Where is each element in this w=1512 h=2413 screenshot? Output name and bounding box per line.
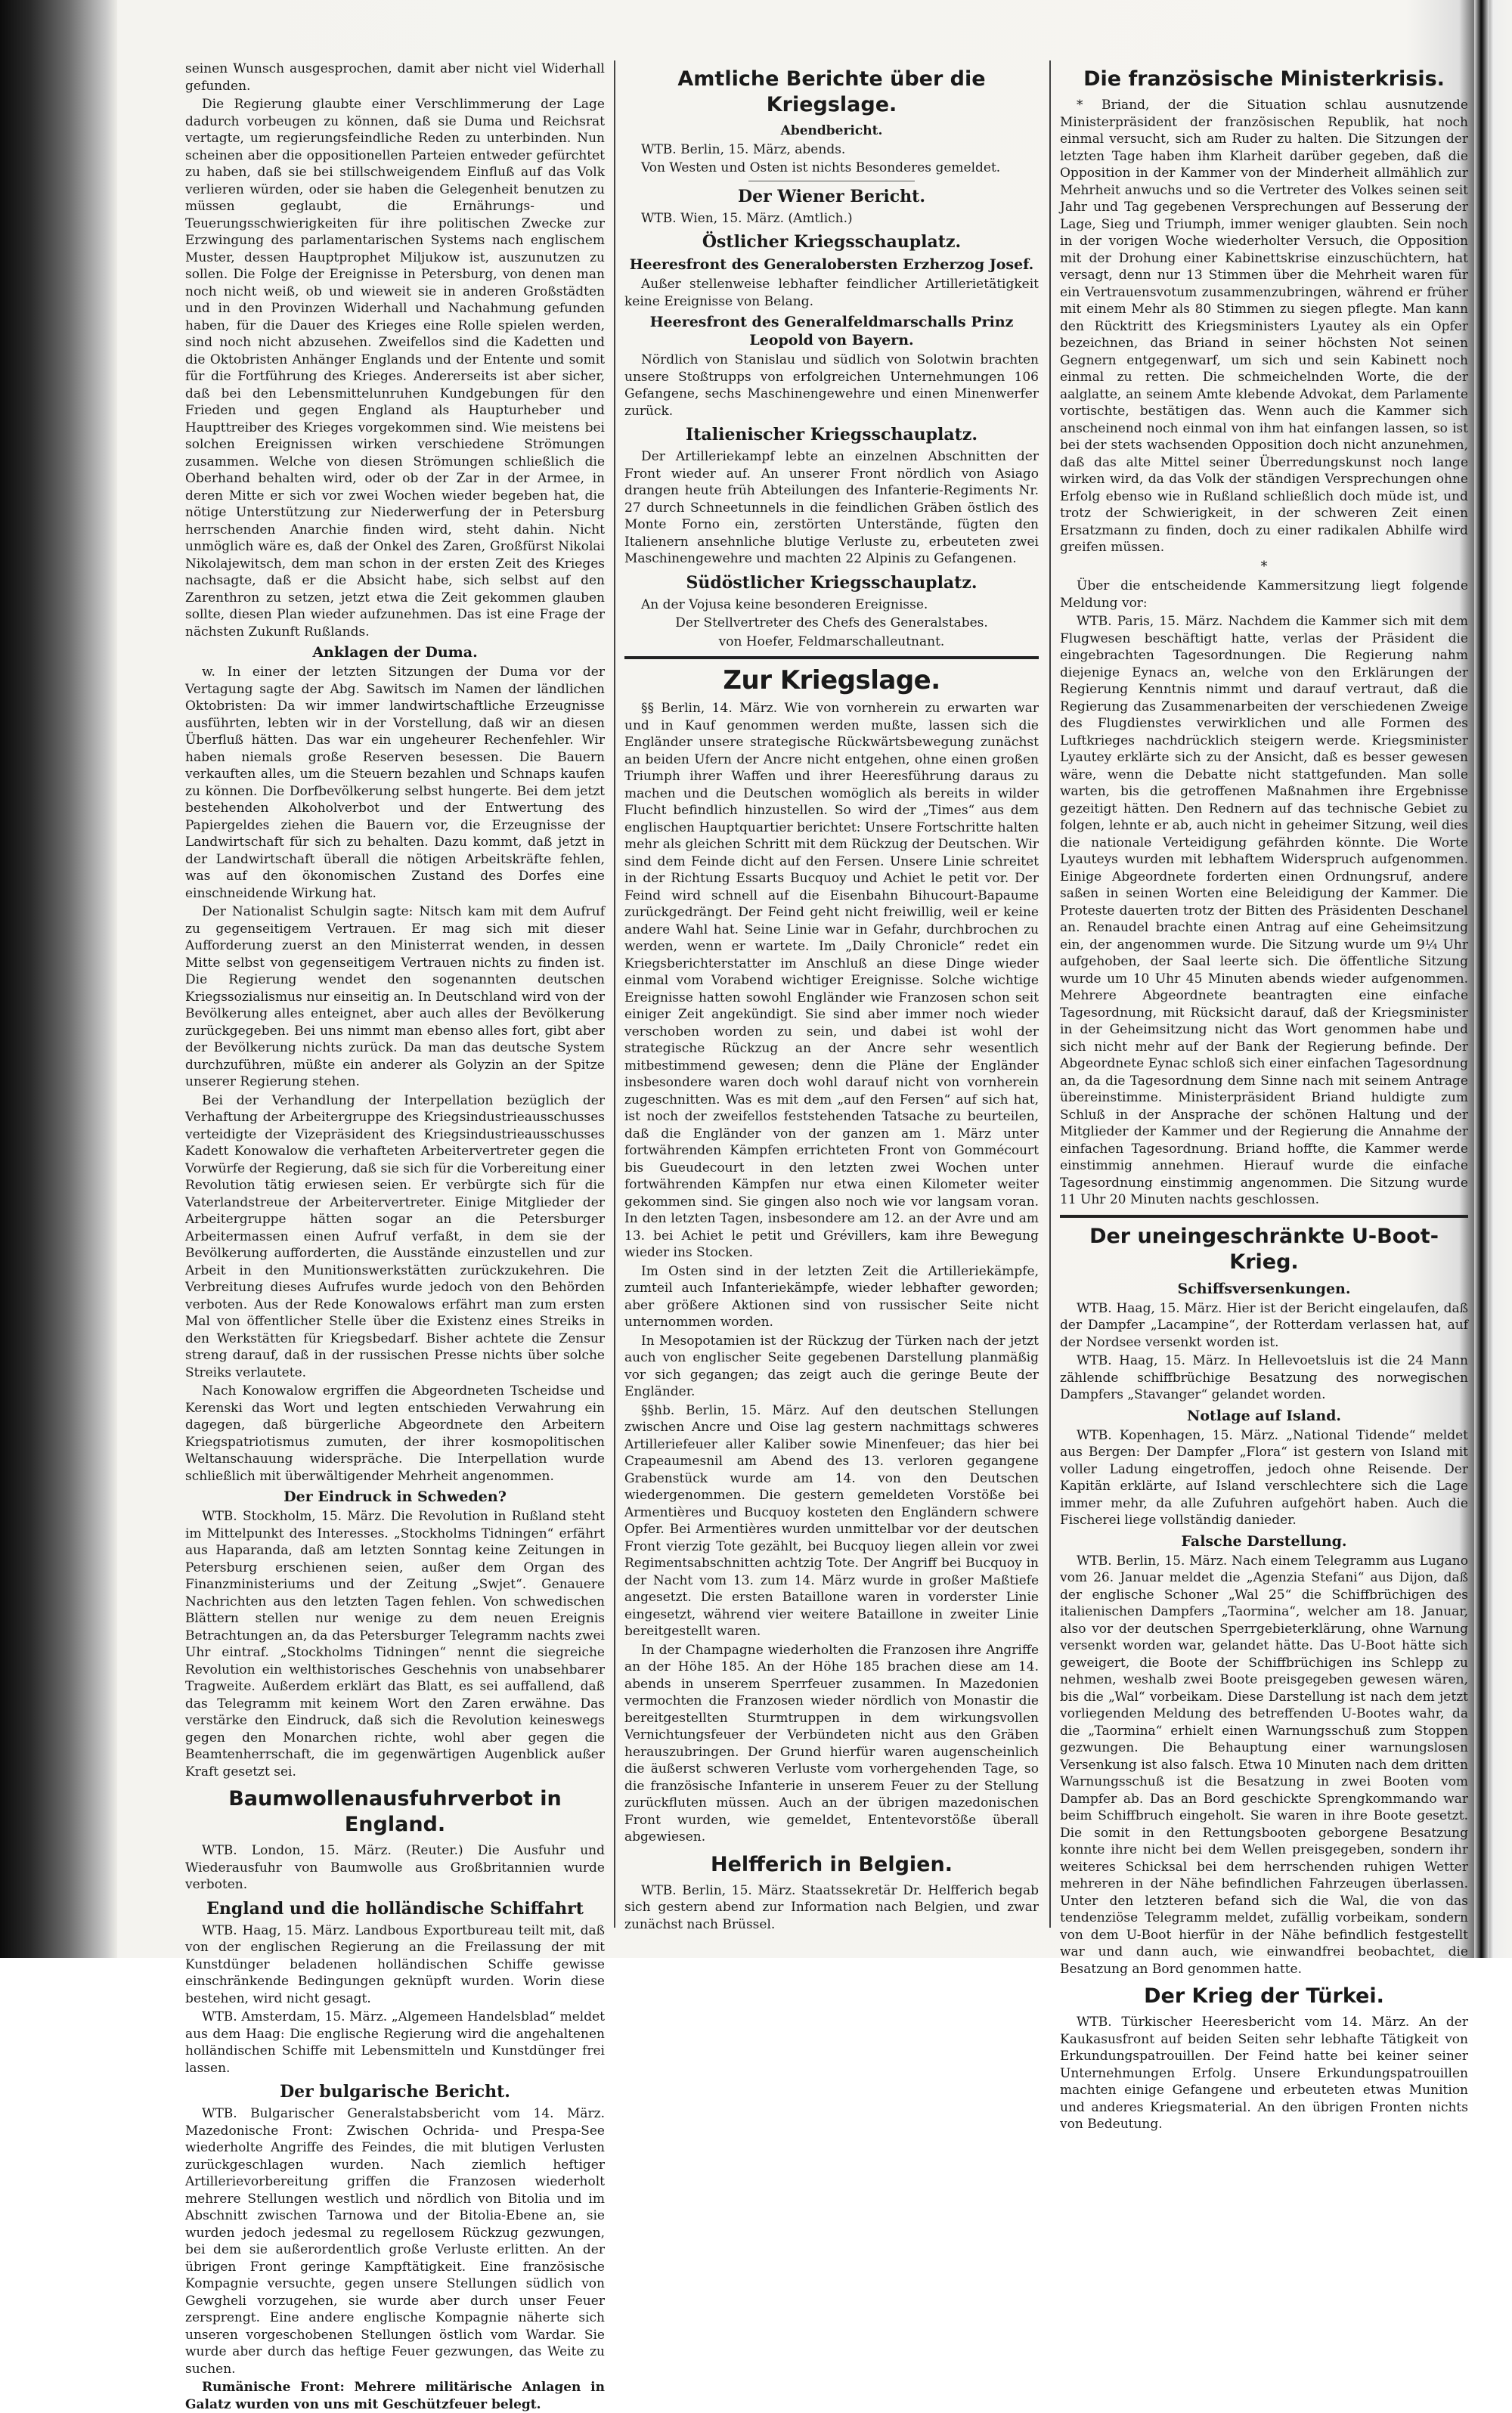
column-rule — [1049, 60, 1051, 1928]
article-text: Nach Konowalow ergriffen die Abgeordneten Tscheidse und Kerenski das Wort und legten entschieden Verwahrung ein dagegen, daß bürgerliche Abgeordnete den Arbeitern Kriegspatriotismus zumuten, der ihrer kosmopolitischen Weltanschauung widerspräche. Die Interpellation wurde schließlich mit überwältigender Mehrheit angenommen. — [185, 1383, 605, 1484]
dateline: WTB. Wien, 15. März. (Amtlich.) — [641, 210, 853, 226]
article-headline: Die französische Ministerkrisis. — [1083, 67, 1445, 91]
column-rule — [614, 60, 615, 1928]
section-heading: Italienischer Kriegsschauplatz. — [686, 425, 978, 444]
article-text: seinen Wunsch ausgesprochen, damit aber nicht viel Widerhall gefunden. — [185, 61, 605, 94]
book-spine-shadow — [0, 0, 117, 1958]
section-heading: Falsche Darstellung. — [1181, 1532, 1347, 1550]
article-text: WTB. Berlin, 15. März. Nach einem Telegramm aus Lugano vom 26. Januar meldet die „Agenzia Stefani“ aus Dijon, daß der englische Schoner „Wal 25“ die Schiffbrüchigen des italienischen Dampfers „Taormina“, welcher am 18. Januar, also vor der deutschen Sperrgebieterklärung, ohne Warnung versenkt worden war, gelandet hätte. Das U-Boot hätte sich geweigert, die Boote der Schiffbrüchigen ins Schlepp zu nehmen, weshalb zwei Boote preisgegeben gewesen wären, bis die „Wal“ vorbeikam. Diese Darstellung ist nach dem jetzt vorliegenden Meldung des betreffenden U-Bootes wahr, da die „Taormina“ erhielt einen Warnungsschuß zum Stoppen gezwungen. Die Behauptung einer warnungslosen Versenkung ist also falsch. Etwa 10 Minuten nach dem dritten Warnungsschuß ist die Besatzung in zwei Booten vom Dampfer ab. Das an Bord geschickte Sprengkommando war beim Schiffbruch eingeholt. Sie waren in ihre Boote gesetzt. Die somit in den Rettungsbooten geborgene Besatzung konnte ihre nicht bei dem Wellen preisgegeben, sondern ihr weiteres Schicksal bei dem herrschenden ruhigen Wetter mehreren in der Nähe befindlichen Fahrzeugen überlassen. Unter den letzteren befand sich die Wal, die von das tendenziöse Telegramm meldet, zufällig vorbeikam, sondern von dem U-Boot hierfür in der Nähe befindlich festgestellt war und dann auch, wie einwandfrei beobachtet, die Besatzung an Bord genommen hatte. — [1060, 1553, 1468, 1977]
article-text: An der Vojusa keine besonderen Ereignisse. — [641, 596, 928, 612]
article-text: WTB. Haag, 15. März. In Hellevoetsluis ist die 24 Mann zählende schiffbrüchige Besatzung des norwegischen Dampfers „Stavanger“ gelandet worden. — [1060, 1353, 1468, 1402]
article-headline: Baumwollenausfuhrverbot in England. — [228, 1787, 562, 1836]
divider — [624, 656, 1039, 659]
article-text: WTB. Amsterdam, 15. März. „Algemeen Handelsblad“ meldet aus dem Haag: Die englische Regierung wird die angehaltenen holländischen Schiffe mit Lebensmitteln und Kunstdünger frei lassen. — [185, 2009, 605, 2076]
article-text: Rumänische Front: Mehrere militärische Anlagen in Galatz wurden von uns mit Geschützfeuer belegt. — [185, 2380, 605, 2412]
section-heading: Der Eindruck in Schweden? — [284, 1488, 507, 1505]
article-headline: Der uneingeschränkte U-Boot-Krieg. — [1089, 1224, 1439, 1274]
divider — [1060, 1215, 1468, 1218]
page-edge-shadow — [1474, 0, 1489, 1958]
section-heading: Heeresfront des Generalobersten Erzherzog Josef. — [629, 256, 1034, 273]
section-heading: Heeresfront des Generalfeldmarschalls Prinz Leopold von Bayern. — [649, 314, 1014, 348]
article-text: §§ Berlin, 14. März. Wie von vornherein zu erwarten war und in Kauf genommen werden mußte, lassen sich die Engländer unsere strategische Rückwärtsbewegung zunächst an beiden Ufern der Ancre nicht entgehen, ohne einen großen Triumph ihrer Waffen und ihrer Heeresführung daraus zu machen und die Deutschen womöglich als bereits in wilder Flucht befindlich hinzustellen. So wird der „Times“ aus dem englischen Hauptquartier berichtet: Unsere Fortschritte halten mehr als gleichen Schritt mit dem Rückzug der Deutschen. Wir sind dem Feinde dicht auf den Fersen. Unsere Linie schreitet in der Richtung Essarts Bucquoy und Achiet le petit vor. Der Feind wird schnell auf die Eisenbahn Bihucourt-Bapaume zurückgedrängt. Der Feind geht nicht freiwillig, weil er keine andere Wahl hat. Seine Linie war in Gefahr, durchbrochen zu werden, wenn er wartete. Im „Daily Chronicle“ redet ein Kriegsberichterstatter im Anschluß an diese Dinge wieder einmal vom Vorabend wichtiger Ereignisse. Solche wichtige Ereignisse hatten sowohl Engländer wie Franzosen schon seit einiger Zeit angekündigt. Sie sind aber immer noch wieder verschoben worden zu sein, und dabei ist wohl der strategische Rückzug an der Ancre sehr wesentlich mitbestimmend gewesen; denn die Pläne der Engländer insbesondere waren doch wohl darauf nicht von vornherein zugeschnitten. Was es mit dem „auf den Fersen“ auf sich hat, ist noch der zweifellos feststehenden Tatsache zu beurteilen, daß die Engländer von der ganzen am 1. März unter fortwährenden Kämpfen errichteten Front von Gommécourt bis Gueudecourt in den letzten zwei Wochen unter fortwährenden Kämpfen nur etwa einen Kilometer weiter gekommen sind. Sie gingen also noch wie vor langsam voran. In den letzten Tagen, insbesondere am 12. an der Avre und am 13. bei Achiet le petit und Grévillers, kam ihre Bewegung wieder ins Stocken. — [624, 701, 1039, 1260]
signature: von Hoefer, Feldmarschalleutnant. — [718, 633, 945, 649]
subheading: Abendbericht. — [780, 123, 883, 138]
article-text: Bei der Verhandlung der Interpellation bezüglich der Verhaftung der Arbeitergruppe des Kriegsindustrieausschusses verteidigte der Vizepräsident des Kriegsindustrieausschusses Kadett Konowalow die verhafteten Arbeitervertreter gegen die Vorwürfe der Regierung, daß sie sich für die Vorbereitung einer Revolution tätig erwiesen seien. Er verbürgte sich für die Vaterlandstreue der Arbeitervertreter. Einige Mitglieder der Arbeitergruppe hätten sogar an die Petersburger Arbeitermassen einen Aufruf verfaßt, in dem sie der Bevölkerung aufforderten, die Ausstände einzustellen und zur Arbeit in den Munitionswerkstätten zurückzukehren. Die Verbreitung dieses Aufrufes wurde jedoch von den Behörden verboten. Aus der Rede Konowalows erfährt man zum ersten Mal von öffentlicher Stelle über die Existenz eines Streiks in den Werkstätten für Kriegsbedarf. Bisher achtete die Zensur streng darauf, daß in der russischen Presse nichts über solche Streiks verlautete. — [185, 1092, 605, 1380]
signature: Der Stellvertreter des Chefs des Generalstabes. — [675, 615, 988, 630]
article-text: WTB. Kopenhagen, 15. März. „National Tidende“ meldet aus Bergen: Der Dampfer „Flora“ ist gestern von Island mit voller Ladung eingetroffen, jedoch ohne Reisende. Der Kapitän erklärte, auf Island verschlechtere sich die Lage immer mehr, da alle Zufuhren aufgehört haben. Auch die Fischerei liege vollständig danieder. — [1060, 1427, 1468, 1528]
article-text: §§hb. Berlin, 15. März. Auf den deutschen Stellungen zwischen Ancre und Oise lag gestern nachmittags schweres Artilleriefeuer aller Kaliber sowie Minenfeuer; das hier bei Crapeaumesnil am Abend des 13. verloren gegangene Grabenstück wurde am 14. von den Deutschen wiedergenommen. Die gestern gemeldeten Vorstöße bei Armentières und Bucquoy kosteten den Engländern schwere Opfer. Bei Armentières wurden unmittelbar vor der deutschen Front vierzig Tote gezählt, bei Bucquoy liegen allein vor zwei Regimentsabschnitten achtzig Tote. Der Angriff bei Bucquoy in der Nacht vom 13. zum 14. März wurde in großer Maßtiefe angesetzt. Die ersten Bataillone waren in vorderster Linie eingesetzt, während vier weitere Bataillone in zweiter Linie bereitgestellt waren. — [624, 1402, 1039, 1639]
article-text: WTB. Haag, 15. März. Hier ist der Bericht eingelaufen, daß der Dampfer „Lacampine“, der Rotterdam verlassen hat, auf der Nordsee versenkt worden ist. — [1060, 1300, 1468, 1350]
asterisk-separator: * — [1260, 558, 1268, 575]
article-text: Von Westen und Osten ist nichts Besonderes gemeldet. — [641, 160, 1001, 175]
article-text: w. In einer der letzten Sitzungen der Duma vor der Vertagung sagte der Abg. Sawitsch im Namen der ländlichen Oktobristen: Da wir immer landwirtschaftliche Erzeugnisse ausführten, lebten wir in der Vorstellung, daß wir an diesen Überfluß hätten. Das war ein ungeheurer Rechenfehler. Wir haben niemals große Reserven besessen. Die Bauern verkauften alles, um die Steuern bezahlen und Schnaps kaufen zu können. Die Dorfbevölkerung selbst hungerte. Bei dem jetzt bestehenden Alkoholverbot und der Entwertung des Papiergeldes ziehen die Bauern vor, die Erzeugnisse der Landwirtschaft für sich zu behalten. Dazu kommt, daß jetzt in der Landwirtschaft überall die nötigen Arbeitskräfte fehlen, was auf den ökonomischen Zustand des Dorfes eine einschneidende Wirkung hat. — [185, 664, 605, 901]
article-text: Die Regierung glaubte einer Verschlimmerung der Lage dadurch vorbeugen zu können, daß sie Duma und Reichsrat vertagte, um regierungsfeindliche Reden zu unterbinden. Nun scheinen aber die oppositionellen Parteien entweder gefürchtet zu haben, daß sie bei stillschweigendem Einfluß auf das Volk verlieren würden, oder sie haben die Gelegenheit benutzen zu müssen geglaubt, die Ernährungs- und Teuerungsschwierigkeiten für ihre politischen Zwecke zur Erzwingung des parlamentarischen Systems nach englischem Muster, dessen Hauptprophet Miljukow ist, auszunutzen zu sollen. Die Folge der Ereignisse in Petersburg, von denen man noch nicht weiß, ob und wieweit sie in anderen Großstädten und in den Provinzen Widerhall und Nachahmung gefunden haben, für die Dauer des Krieges eine Rolle spielen werden, sind noch nicht abzusehen. Zweifellos sind die Kadetten und die Oktobristen Anhänger Englands und der Entente und somit für die Fortführung des Krieges. Andererseits ist aber sicher, daß bei den Lebensmittelunruhen Kundgebungen für den Frieden und gegen England als Haupturheber und Haupttreiber des Krieges vorgekommen sind. Wie meistens bei solchen Ereignissen wirken verschiedene Strömungen zusammen. Welche von diesen Strömungen schließlich die Oberhand behalten wird, oder ob der Zar in der Armee, in deren Mitte er sich vor zwei Wochen wieder begeben hat, die nötige Unterstützung zur Niederwerfung der in Petersburg herrschenden Anarchie finden wird, steht dahin. Nicht unmöglich wäre es, daß der Onkel des Zaren, Großfürst Nikolai Nikolajewitsch, dem man schon in der ersten Zeit des Krieges nachsagte, daß er die Absicht habe, sich selbst auf den Zarenthron zu setzen, jetzt etwa die Zeit gekommen glauben sollte, diesen Plan wieder aufzunehmen. Das ist eine Frage der nächsten Zukunft Rußlands. — [185, 97, 605, 640]
article-text: WTB. Bulgarischer Generalstabsbericht vom 14. März. Mazedonische Front: Zwischen Ochrida- und Prespa-See wiederholte Angriffe des Feindes, die mit blutigen Verlusten zurückgeschlagen wurden. Nach ziemlich heftiger Artillerievorbereitung griffen die Franzosen wiederholt mehrere Stellungen westlich und nördlich von Bitolia und im Abschnitt zwischen Tarnowa und der Bitolia-Ebene an, sie wurden jedoch jedesmal zu regellosem Rückzug gezwungen, bei dem sie außerordentlich große Verluste erlitten. An der übrigen Front geringe Kampftätigkeit. Eine französische Kompagnie versuchte, gegen unsere Stellungen südlich von Gewgheli vorzugehen, sie wurde aber durch unser Feuer zersprengt. Eine andere englische Kompagnie näherte sich unseren vorgeschobenen Stellungen östlich vom Wardar. Sie wurde aber durch das heftige Feuer gezwungen, das Weite zu suchen. — [185, 2106, 605, 2377]
section-heading: Schiffsversenkungen. — [1177, 1280, 1351, 1297]
section-heading: Der Wiener Bericht. — [738, 186, 925, 206]
article-headline: Helfferich in Belgien. — [711, 1852, 953, 1876]
column-middle — [624, 60, 1039, 1932]
article-headline: Der Krieg der Türkei. — [1144, 1984, 1384, 2008]
article-headline: Zur Kriegslage. — [723, 665, 940, 695]
article-text: WTB. Paris, 15. März. Nachdem die Kammer sich mit dem Flugwesen beschäftigt hatte, verlas der Präsident die eingebrachten Tagesordnungen. Die Regierung nahm diejenige Eynacs an, welche von den Erklärungen der Regierung Kenntnis nimmt und darauf vertraut, daß die Regierung das Zusammenarbeiten der verschiedenen Zweige des Flugdienstes verwirklichen und alle Formen des Luftkrieges nachdrücklich steigern werde. Kriegsminister Lyautey erklärte sich zu der Ansicht, daß es besser gewesen wäre, wenn die Debatte nicht stattgefunden. Man solle warten, bis die getroffenen Maßnahmen ihre Ergebnisse gezeitigt hätten. Den Rednern auf das technische Gebiet zu folgen, lehnte er ab, auch nicht in geheimer Sitzung, weil dies die nationale Verteidigung gefährden könnte. Die Worte Lyauteys wurden mit lebhaftem Widerspruch aufgenommen. Einige Abgeordnete forderten einen Ordnungsruf, andere saßen in seinen Worten eine Beleidigung der Kammer. Die Proteste dauerten trotz der Bitten des Präsidenten Deschanel an. Renaudel brachte einen Antrag auf eine Geheimsitzung ein, der angenommen wurde. Die Sitzung wurde um 9¼ Uhr aufgehoben, der Saal leerte sich. Die öffentliche Sitzung wurde um 10 Uhr 45 Minuten abends wieder aufgenommen. Mehrere Abgeordnete beantragten eine einfache Tagesordnung, mit Rücksicht darauf, daß der Kriegsminister in der Geheimsitzung nicht das Wort genommen habe und sich nicht mehr auf der Bank der Regierung befinde. Der Abgeordnete Eynac schloß sich einer einfachen Tagesordnung an, da die Tagesordnung dem Sinne nach mit seinem Antrage übereinstimme. Ministerpräsident Briand huldigte zum Schluß in der Ansprache der schönen Haltung und der Mitglieder der Kammer und der Regierung die Annahme der einfachen Tagesordnung. Briand hoffte, die Kammer werde einstimmig annehmen. Hierauf wurde die einfache Tagesordnung einstimmig angenommen. Die Sitzung wurde 11 Uhr 20 Minuten nachts geschlossen. — [1060, 614, 1468, 1207]
article-text: Im Osten sind in der letzten Zeit die Artilleriekämpfe, zumteil auch Infanteriekämpfe, wieder lebhafter geworden; aber größere Aktionen sind von russischer Seite nicht unternommen worden. — [624, 1263, 1039, 1330]
section-heading: Anklagen der Duma. — [312, 644, 478, 661]
article-text: WTB. Stockholm, 15. März. Die Revolution in Rußland steht im Mittelpunkt des Interesses. „Stockholms Tidningen“ erfährt aus Haparanda, daß am letzten Sonntag keine Zeitungen in Petersburg erschienen seien, außer dem Organ des Finanzministeriums und der Zeitung „Swjet“. Genauere Nachrichten aus den letzten Tagen fehlen. Von schwedischen Blättern stellen nur wenige zu dem neuen Ereignis Betrachtungen an, da das Petersburger Telegramm nachts zwei Uhr eintraf. „Stockholms Tidningen“ nennt die siegreiche Revolution ein welthistorisches Geschehnis von unabsehbarer Tragweite. Außerdem erklärt das Blatt, es sei auffallend, daß das Telegramm mit keinem Wort den Zaren erwähne. Das verstärke den Eindruck, daß sich die Revolution keineswegs gegen den Monarchen richte, wohl aber gegen die Beamtenherrschaft, die im gegenwärtigen Augenblick außer Kraft gesetzt sei. — [185, 1509, 605, 1780]
section-heading: Notlage auf Island. — [1186, 1407, 1342, 1424]
article-text: Der Artilleriekampf lebte an einzelnen Abschnitten der Front wieder auf. An unserer Front nördlich von Asiago drangen heute früh Abteilungen des Infanterie-Regiments Nr. 27 durch Schneetunnels in die feindlichen Gräben östlich des Monte Forno ein, zerstörten Unterstände, fügten den Italienern ansehnliche blutige Verluste zu, erbeuteten zwei Maschinengewehre und machten 22 Alpinis zu Gefangenen. — [624, 449, 1039, 566]
article-text: Außer stellenweise lebhafter feindlicher Artillerietätigkeit keine Ereignisse von Belang. — [624, 277, 1039, 309]
article-headline: Der bulgarische Bericht. — [280, 2082, 510, 2102]
article-text: WTB. Haag, 15. März. Landbous Exportbureau teilt mit, daß von der englischen Regierung an die Freilassung der mit Kunstdünger beladenen holländischen Schiffe gewisse einschränkende Bedingungen geknüpft wurden. Worin diese bestehen, wird nicht gesagt. — [185, 1922, 605, 2006]
article-headline: Amtliche Berichte über die Kriegslage. — [677, 67, 986, 116]
article-text: Der Nationalist Schulgin sagte: Nitsch kam mit dem Aufruf zu gegenseitigem Vertrauen. Er mag sich mit dieser Aufforderung zuerst an den Ministerrat wenden, in dessen Mitte selbst von gegenseitigem Vertrauen nichts zu finden ist. Die Regierung wendet den sogenannten deutschen Kriegssozialismus nur einseitig an. In Deutschland wird von der Bevölkerung alles enteignet, aber auch alles der Bevölkerung zurückgegeben. Bei uns nimmt man ebenso alles fort, gibt aber der Bevölkerung nichts zurück. Da man das deutsche System durchzuführen, müßte ein anderer als Golyzin an der Spitze unserer Regierung stehen. — [185, 904, 605, 1089]
article-headline: England und die holländische Schiffahrt — [206, 1898, 584, 1919]
column-left — [185, 60, 605, 2412]
section-heading: Östlicher Kriegsschauplatz. — [702, 232, 962, 252]
article-text: * Briand, der die Situation schlau ausnutzende Ministerpräsident der französischen Republik, hat noch einmal versucht, sich am Ruder zu halten. Die Sitzungen der letzten Tage haben ihm Klarheit darüber gegeben, daß die Opposition in der Kammer von der Minderheit allmählich zur Mehrheit anwuchs und so die Vertreter des Volkes seinen seit Jahr und Tag gegebenen Versprechungen auf Besserung der Lage, Sieg und Triumph, immer weniger glaubten. Sein noch in der vorigen Woche wiederholter Versuch, die Opposition mit der Drohung einer Kabinettskrise einzuschüchtern, hat versagt, denn nur 13 Stimmen über die Mehrheit waren für ein Vertrauensvotum zusammenzubringen, während er früher mit einem Mehr als 80 Stimmen zu siegen pflegte. Man kann den Rücktritt des Kriegsministers Lyautey als ein Opfer bezeichnen, das Briand in seiner höchsten Not seinen Gegnern entgegenwarf, um sich und sein Kabinett noch einmal zu retten. Die schmeichelnden Worte, die der aalglatte, an seinem Amte klebende Advokat, dem Parlamente vortischte, bestätigen das. Wenn auch die Kammer sich anscheinend noch einmal von ihm hat einfangen lassen, so ist bei der stets wachsenden Opposition doch nicht anzunehmen, daß das alte Mittel seiner Überredungskunst noch lange wirken wird, da das Volk der ständigen Versprechungen ohne Erfolg ebenso wie in Rußland schließlich doch müde ist, und trotz der Schwierigkeit, in der schweren Zeit einen Ersatzmann zu finden, doch zu einer radikalen Abhilfe wird greifen müssen. — [1060, 98, 1468, 555]
article-text: WTB. Türkischer Heeresbericht vom 14. März. An der Kaukasusfront auf beiden Seiten sehr lebhafte Tätigkeit von Erkundungspatrouillen. Der Feind hatte bei keiner seiner Unternehmungen Erfolg. Unsere Erkundungspatrouillen machten einige Gefangene und erbeuteten etwas Munition und anderes Kriegsmaterial. An den übrigen Fronten nichts von Bedeutung. — [1060, 2015, 1468, 2132]
article-text: WTB. London, 15. März. (Reuter.) Die Ausfuhr und Wiederausfuhr von Baumwolle aus Großbritannien wurde verboten. — [185, 1843, 605, 1892]
section-heading: Südöstlicher Kriegsschauplatz. — [686, 572, 978, 593]
article-text: In der Champagne wiederholten die Franzosen ihre Angriffe an der Höhe 185. An der Höhe 185 brachen diese am 14. abends in unserem Sperrfeuer zusammen. In Mazedonien vermochten die Franzosen wieder nördlich von Monastir die bereitgestellten Sturmtruppen in dem wirkungsvollen Vernichtungsfeuer der Verbündeten nicht aus den Gräben herauszubringen. Der Grund hierfür waren augenscheinlich die äußerst schweren Verluste vom vorhergehenden Tage, so die französische Infanterie in unserem Feuer zu der Stellung zurückfluten müssen. Auch an der übrigen mazedonischen Front wurden, wie gemeldet, Ententevorstöße überall abgewiesen. — [624, 1642, 1039, 1845]
article-text: Nördlich von Stanislau und südlich von Solotwin brachten unsere Stoßtrupps von erfolgreichen Unternehmungen 106 Gefangene, sechs Maschinengewehre und einen Minenwerfer zurück. — [624, 352, 1039, 419]
article-text: WTB. Berlin, 15. März. Staatssekretär Dr. Helfferich begab sich gestern abend zur Information nach Belgien, und zwar zunächst nach Brüssel. — [624, 1882, 1039, 1932]
column-right — [1060, 60, 1468, 2132]
dateline: WTB. Berlin, 15. März, abends. — [641, 141, 846, 157]
article-text: Über die entscheidende Kammersitzung liegt folgende Meldung vor: — [1060, 578, 1468, 611]
article-text: In Mesopotamien ist der Rückzug der Türken nach der jetzt auch von englischer Seite gegebenen Darstellung planmäßig vor sich gegangen; das zeigt auch die geringe Beute der Engländer. — [624, 1333, 1039, 1399]
